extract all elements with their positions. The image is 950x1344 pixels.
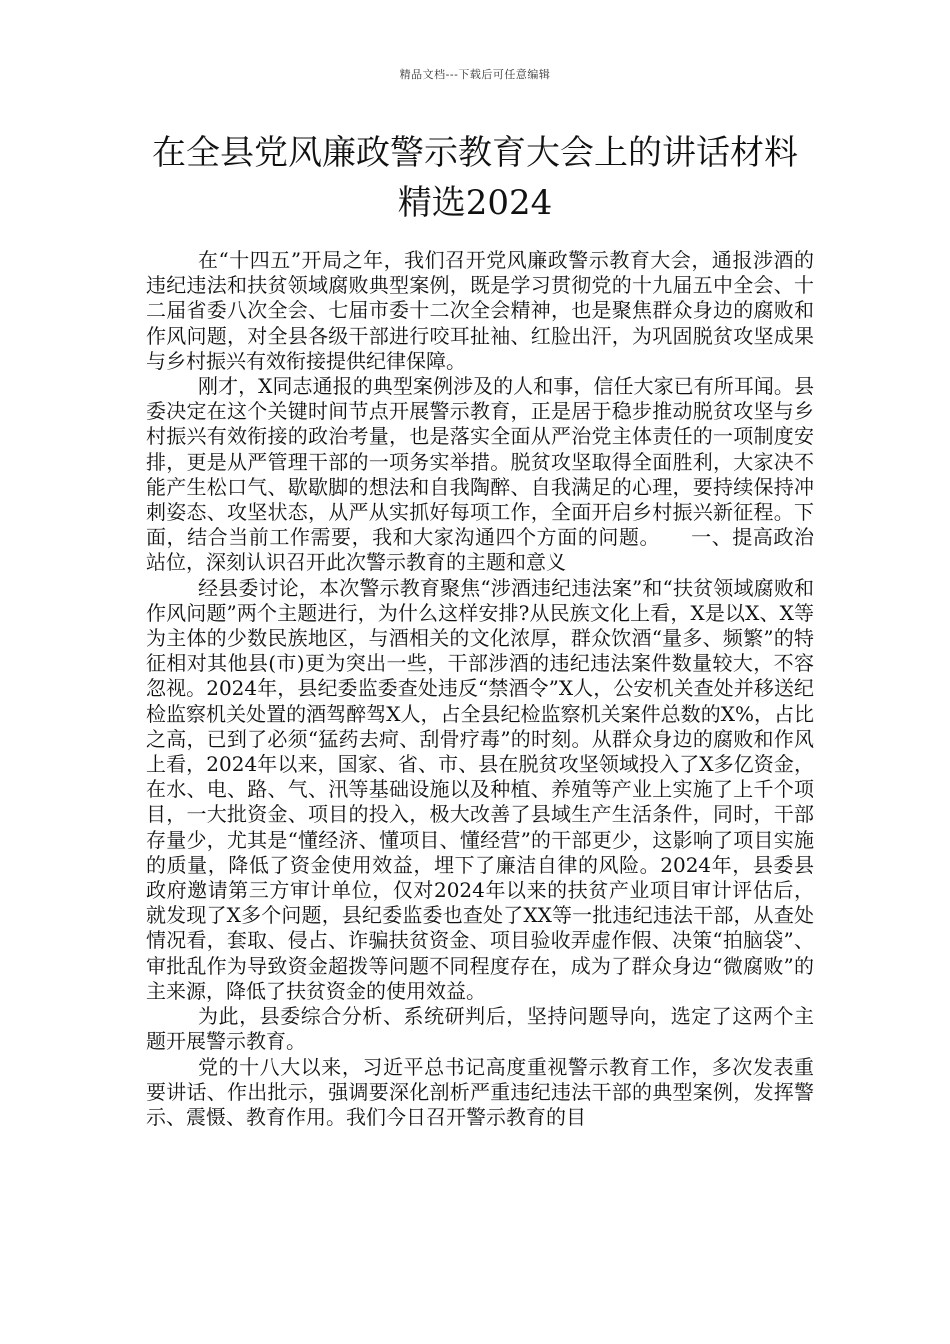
paragraph-1: 在“十四五”开局之年，我们召开党风廉政警示教育大会，通报涉酒的违纪违法和扶贫领域腐败典型案例，既是学习贯彻党的十九届五中全会、十二届省委八次全会、七届市委十二次全会精神，也是聚焦群众身边的腐败和作风问题，对全县各级干部进行咬耳扯袖、红脸出汗，为巩固脱贫攻坚成果与乡村振兴有效衔接提供纪律保障。 [146,248,814,373]
paragraph-2: 刚才，X同志通报的典型案例涉及的人和事，信任大家已有所耳闻。县委决定在这个关键时间节点开展警示教育，正是居于稳步推动脱贫攻坚与乡村振兴有效衔接的政治考量，也是落实全面从严治党主体责任的一项制度安排，更是从严管理干部的一项务实举措。脱贫攻坚取得全面胜利，大家决不能产生松口气、歇歇脚的想法和自我陶醉、自我满足的心理，要持续保持冲刺姿态、攻坚状态，从严从实抓好每项工作，全面开启乡村振兴新征程。下面，结合当前工作需要，我和大家沟通四个方面的问题。 一、提高政治站位，深刻认识召开此次警示教育的主题和意义 [146,374,814,575]
paragraph-3: 经县委讨论，本次警示教育聚焦“涉酒违纪违法案”和“扶贫领域腐败和作风问题”两个主题进行，为什么这样安排?从民族文化上看，X是以X、X等为主体的少数民族地区，与酒相关的文化浓厚，群众饮酒“量多、频繁”的特征相对其他县(市)更为突出一些，干部涉酒的违纪违法案件数量较大，不容忽视。2024年，县纪委监委查处违反“禁酒令”X人，公安机关查处并移送纪检监察机关处置的酒驾醉驾X人，占全县纪检监察机关案件总数的X%，占比之高，已到了必须“猛药去疴、刮骨疗毒”的时刻。从群众身边的腐败和作风上看，2024年以来，国家、省、市、县在脱贫攻坚领域投入了X多亿资金，在水、电、路、气、汛等基础设施以及种植、养殖等产业上实施了上千个项目，一大批资金、项目的投入，极大改善了县域生产生活条件，同时，干部存量少，尤其是“懂经济、懂项目、懂经营”的干部更少，这影响了项目实施的质量，降低了资金使用效益，埋下了廉洁自律的风险。2024年，县委县政府邀请第三方审计单位，仅对2024年以来的扶贫产业项目审计评估后，就发现了X多个问题，县纪委监委也查处了XX等一批违纪违法干部，从查处情况看，套取、侵占、诈骗扶贫资金、项目验收弄虚作假、决策“拍脑袋”、审批乱作为导致资金超拨等问题不同程度存在，成为了群众身边“微腐败”的主来源，降低了扶贫资金的使用效益。 [146,575,814,1003]
page-header-note: 精品文档---下载后可任意编辑 [399,68,551,81]
document-title: 在全县党风廉政警示教育大会上的讲话材料精选2024 [152,133,798,223]
paragraph-5: 党的十八大以来，习近平总书记高度重视警示教育工作，多次发表重要讲话、作出批示，强调要深化剖析严重违纪违法干部的典型案例，发挥警示、震慑、教育作用。我们今日召开警示教育的目 [146,1054,814,1129]
paragraph-4: 为此，县委综合分析、系统研判后，坚持问题导向，选定了这两个主题开展警示教育。 [146,1004,814,1054]
document-body [146,248,814,1130]
